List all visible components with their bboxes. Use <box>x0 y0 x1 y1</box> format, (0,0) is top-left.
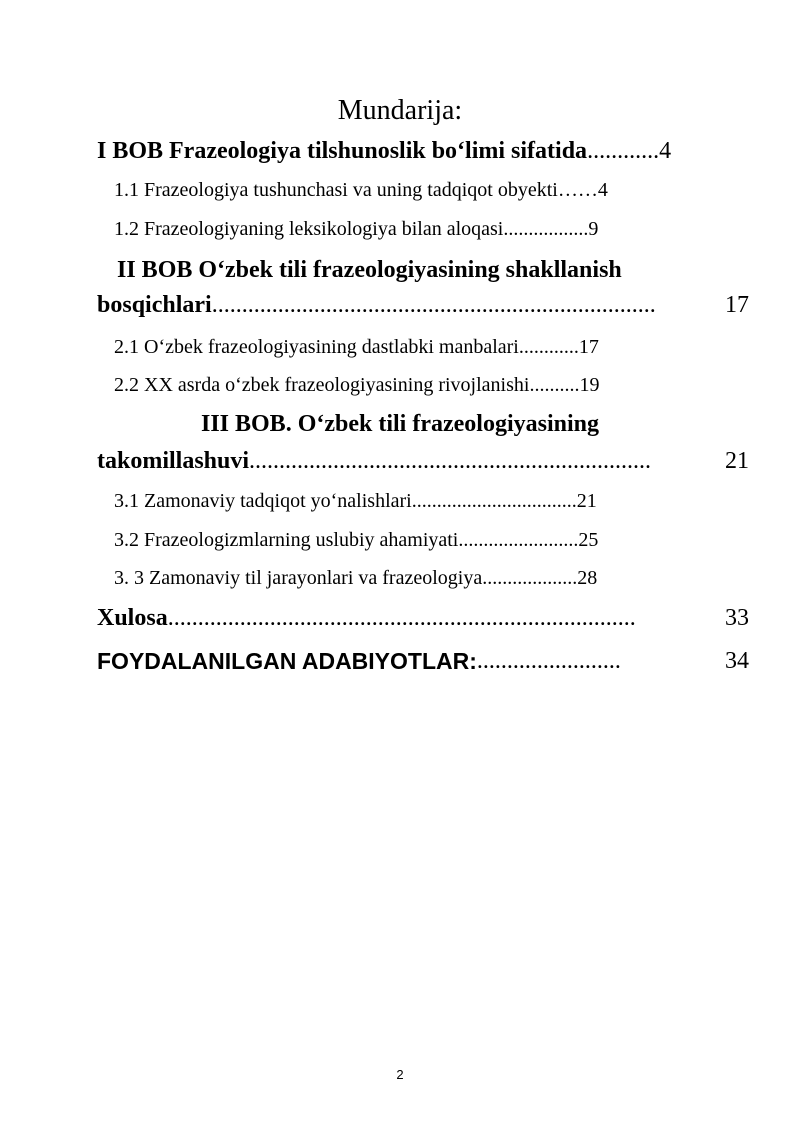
toc-page-number: 28 <box>577 567 598 589</box>
toc-entry-label: Xulosa <box>97 605 168 631</box>
toc-entry-chapter-3[interactable] <box>97 446 749 476</box>
toc-entry-label: 3. 3 Zamonaviy til jarayonlari va frazeologiya <box>114 567 483 589</box>
toc-page-number: 33 <box>725 605 749 631</box>
toc-entry-label: FOYDALANILGAN ADABIYOTLAR: <box>97 648 477 674</box>
toc-entry-3-3[interactable] <box>114 565 597 591</box>
toc-leader-dots: ............ <box>518 336 579 358</box>
toc-page-number: 21 <box>725 448 749 474</box>
toc-leader-dots: ............ <box>587 138 660 164</box>
toc-entry-label: takomillashuvi <box>97 448 250 474</box>
toc-entry-2-1[interactable] <box>114 334 599 360</box>
toc-leader-dots: ........................ <box>476 648 621 674</box>
toc-leader-dots: ........................ <box>458 529 579 551</box>
toc-entry-label: 2.2 XX asrda o‘zbek frazeologiyasining rivojlanishi <box>114 374 530 396</box>
toc-entry-chapter-2[interactable] <box>97 290 749 320</box>
toc-entry-2-2[interactable] <box>114 372 599 398</box>
toc-entry-1-1[interactable] <box>114 177 608 203</box>
toc-entry-chapter-1[interactable] <box>97 136 671 166</box>
toc-page-number: 25 <box>578 529 599 551</box>
toc-entry-label: bosqichlari <box>97 292 212 318</box>
toc-page-number: 17 <box>578 336 599 358</box>
toc-leader-dots: .............................................................................. <box>167 605 636 631</box>
toc-entry-3-2[interactable] <box>114 527 598 553</box>
toc-page-number: 19 <box>579 374 600 396</box>
toc-page-number: 4 <box>597 179 608 201</box>
toc-leader-dots: ................................. <box>411 490 577 512</box>
toc-entry-1-2[interactable] <box>114 216 598 242</box>
toc-page-number: 17 <box>725 292 749 318</box>
page-title: Mundarija: <box>337 95 463 126</box>
toc-entry-3-1[interactable] <box>114 488 597 514</box>
toc-page-number: 34 <box>725 648 749 674</box>
page-number: 2 <box>396 1067 404 1082</box>
toc-entry-xulosa[interactable] <box>97 603 749 633</box>
toc-entry-label: 3.1 Zamonaviy tadqiqot yo‘nalishlari <box>114 490 412 512</box>
toc-entry-label: I BOB Frazeologiya tilshunoslik bo‘limi sifatida <box>97 138 588 164</box>
toc-page-number: 21 <box>576 490 597 512</box>
toc-leader-dots: ................. <box>503 218 589 240</box>
toc-page-number: 9 <box>588 218 599 240</box>
toc-entry-chapter-3-line1[interactable]: III BOB. O‘zbek tili frazeologiyasining <box>200 411 599 437</box>
toc-leader-dots: .......... <box>529 374 580 396</box>
toc-entry-chapter-2-line1[interactable]: II BOB O‘zbek tili frazeologiyasining shakllanish <box>117 257 622 283</box>
toc-leader-dots: .......................................................................... <box>211 292 656 318</box>
toc-page-number: 4 <box>659 138 672 164</box>
toc-entry-label: 1.2 Frazeologiyaning leksikologiya bilan aloqasi <box>114 218 504 240</box>
toc-entry-references[interactable] <box>97 646 749 676</box>
toc-leader-dots: …… <box>557 179 598 201</box>
toc-entry-label: 2.1 O‘zbek frazeologiyasining dastlabki manbalari <box>114 336 519 358</box>
toc-entry-label: 3.2 Frazeologizmlarning uslubiy ahamiyati <box>114 529 459 551</box>
toc-leader-dots: ................... <box>482 567 578 589</box>
toc-leader-dots: ................................................................... <box>249 448 652 474</box>
toc-entry-label: 1.1 Frazeologiya tushunchasi va uning tadqiqot obyekti <box>114 179 558 201</box>
